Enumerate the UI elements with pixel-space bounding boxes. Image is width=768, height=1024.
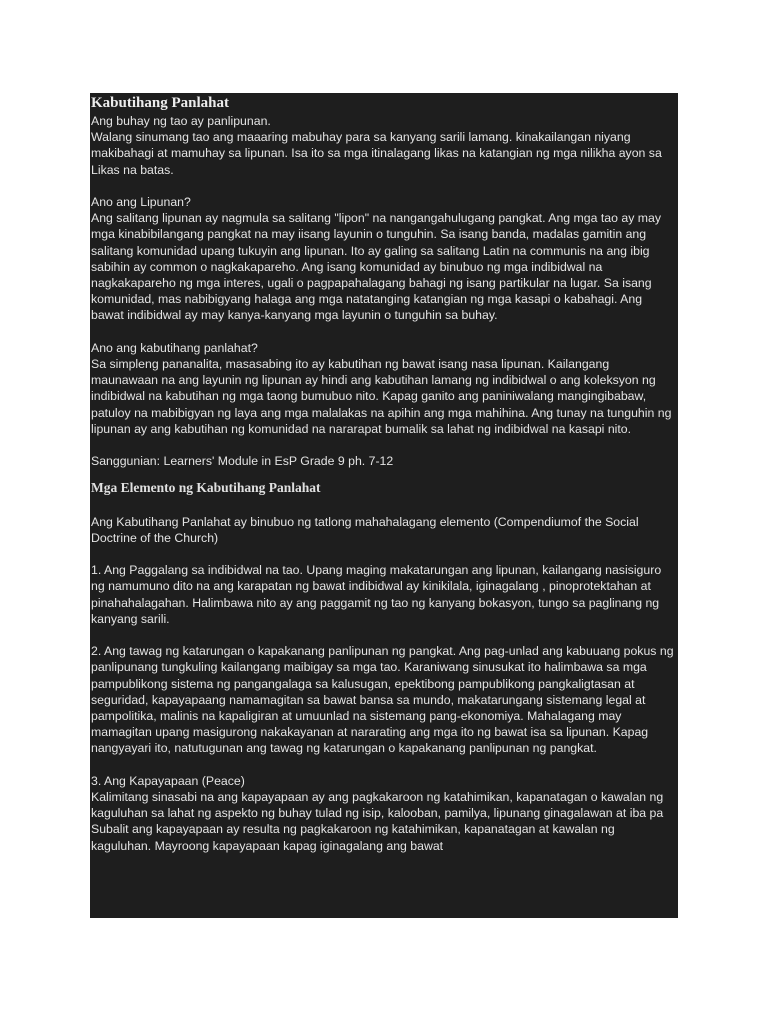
elements-intro: Ang Kabutihang Panlahat ay binubuo ng tatlong mahahalagang elemento (Compendiumof the Social Doctrine of the Church): [91, 514, 639, 545]
kabutihang-panlahat-paragraph: Sa simpleng pananalita, masasabing ito ay kabutihan ng bawat isang nasa lipunan. Kailangang maunawaan na ang layunin ng lipunan ay hindi ang kabutihan lamang ng indibidwal o ang koleksyon ng indibidwal na kabutihan ng mga taong bumubuo nito. Kapag ganito ang paniniwalang mangingibabaw, patuloy na mabibigyan ng laya ang mga malalakas na apihin ang mga mahihina. Ang tunay na tunguhin ng lipunan ay ang kabutihan ng komunidad na nararapat bumalik sa lahat ng indibidwal na kasapi nito.: [91, 357, 672, 436]
intro-line: Ang buhay ng tao ay panlipunan.: [91, 114, 271, 128]
spacer: [91, 497, 678, 513]
spacer: [91, 469, 678, 479]
intro-paragraph: Walang sinumang tao ang maaaring mabuhay para sa kanyang sarili lamang. kinakailangan niyang makibahagi at mamuhay sa lipunan. Isa ito sa mga itinalagang likas na katangian ng mga nilikha ayon sa Likas na batas.: [91, 130, 662, 177]
spacer: [91, 627, 678, 643]
lipunan-heading: Ano ang Lipunan?: [91, 195, 191, 209]
document-title: Kabutihang Panlahat: [91, 95, 229, 111]
spacer: [91, 546, 678, 562]
lipunan-paragraph: Ang salitang lipunan ay nagmula sa salitang "lipon" na nangangahulugang pangkat. Ang mga tao ay may mga kinabibilangang pangkat na may iisang layunin o tunguhin. Sa isang banda, madalas gamitin ang salitang komunidad upang tukuyin ang lipunan. Ito ay galing sa salitang Latin na communis na ang ibig sabihin ay common o nagkakapareho. Ang isang komunidad ay binubuo ng mga indibidwal na nagkakapareho ng mga interes, ugali o pagpapahalagang bahagi ng isang partikular na lugar. Sa isang komunidad, mas nabibigyang halaga ang mga natatanging katangian ng mga kasapi o kabahagi. Ang bawat indibidwal ay may kanya-kanyang mga layunin o tunguhin sa buhay.: [91, 211, 662, 323]
spacer: [91, 757, 678, 773]
element-3-heading: 3. Ang Kapayapaan (Peace): [91, 773, 245, 788]
spacer: [91, 324, 678, 340]
kabutihang-panlahat-heading: Ano ang kabutihang panlahat?: [91, 340, 258, 355]
reference-line: Sanggunian: Learners' Module in EsP Grade 9 ph. 7-12: [91, 454, 394, 469]
spacer: [91, 437, 678, 453]
element-3-paragraph: Kalimitang sinasabi na ang kapayapaan ay ang pagkakaroon ng katahimikan, kapanatagan o kawalan ng kaguluhan sa lahat ng aspekto ng buhay tulad ng isip, kalooban, pamilya, lipunang ginagalawan at iba pa Subalit ang kapayapaan ay resulta ng pagkakaroon ng katahimikan, kapanatagan at kawalan ng kaguluhan. Mayroong kapayapaan kapag iginagalang ang bawat: [91, 790, 664, 853]
elements-heading: Mga Elemento ng Kabutihang Panlahat: [91, 480, 321, 496]
element-1-paragraph: 1. Ang Paggalang sa indibidwal na tao. Upang maging makatarungan ang lipunan, kailangang nasisiguro ng namumuno dito na ang karapatan ng bawat indibidwal ay kinikilala, iginagalang , pinoprotektahan at pinahahalagahan. Halimbawa nito ay ang paggamit ng tao ng kanyang bokasyon, tungo sa paglinang ng kanyang sarili.: [91, 563, 662, 626]
element-2-paragraph: 2. Ang tawag ng katarungan o kapakanang panlipunan ng pangkat. Ang pag-unlad ang kabuuang pokus ng panlipunang tungkuling kailangang maibigay sa mga tao. Karaniwang sinusukat ito halimbawa sa mga pampublikong sistema ng pangangalaga sa kalusugan, epektibong pampublikong pangkaligtasan at seguridad, kapayapaang namamagitan sa bawat bansa sa mundo, makatarungang sistemang legal at pampolitika, malinis na kapaligiran at umuunlad na sistemang pang-ekonomiya. Mahalagang may mamagitan upang masigurong nakakayanan at nararating ang mga ito ng bawat isa sa lipunan. Kapag nangyayari ito, natutugunan ang tawag ng katarungan o kapakanang panlipunan ng pangkat.: [91, 644, 674, 756]
spacer: [91, 178, 678, 194]
document-page: [90, 93, 678, 918]
